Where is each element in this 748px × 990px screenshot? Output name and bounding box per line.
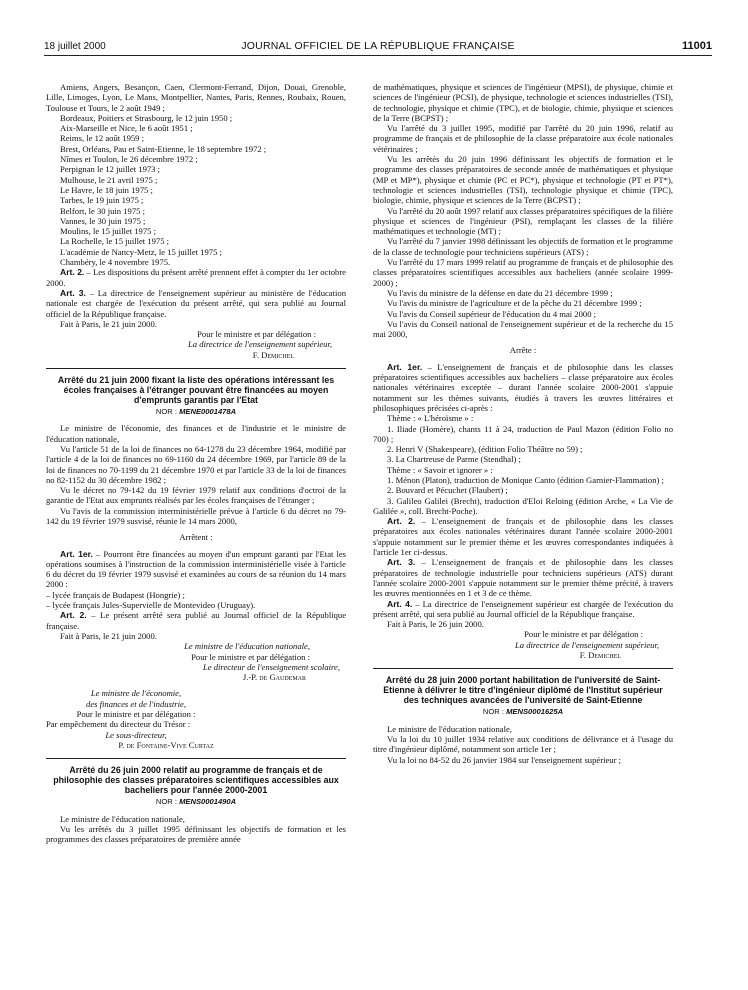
article-4-label: Art. 4. — [387, 598, 413, 609]
cities-list — [46, 113, 346, 267]
list-item: – lycée français de Budapest (Hongrie) ; — [46, 589, 185, 600]
nor-reference — [373, 707, 673, 717]
paragraph: Vu les arrêtés du 20 juin 1996 définissant les objectifs de formation et le programme des classes préparatoires de seconde année de mathématiques et physique (MP et MP*), physique et chimie (PC et PC*), physique et technologie (PT et PT*), technologie et sciences industrielles (TSI), technologie physique et chimie (TPC), biologie, chimie, physique et sciences de la Terre (BCPST) ; — [373, 154, 673, 206]
arrete-heading: Arrête : — [509, 345, 537, 356]
paragraph: Vu l'arrêté du 3 juillet 1995, modifié par l'arrêté du 20 juin 1996, relatif au programme de français et de philosophie de la classe préparatoire aux école nationales vétérinaires ; — [373, 123, 673, 154]
city-item: Tarbes, le 19 juin 1975 ; — [60, 195, 144, 206]
article-3-label: Art. 3. — [60, 287, 86, 298]
article-3 — [46, 288, 346, 319]
city-item: Chambéry, le 4 novembre 1975. — [60, 257, 171, 268]
left-column — [46, 82, 346, 844]
signatory-title: La directrice de l'enseignement supérieur, — [188, 339, 332, 350]
work-item: 1. Iliade (Homère), chants 11 à 24, traduction de Paul Mazon (édition Folio no 700) ; — [373, 423, 673, 444]
fait-date: Fait à Paris, le 21 juin 2000. — [60, 318, 157, 329]
paragraph: Vu le décret no 79-142 du 19 février 1979 relatif aux conditions d'octroi de la garantie de l'Etat aux emprunts réalisés par les écoles françaises de l'étranger ; — [46, 485, 346, 506]
delegation-line: Pour le ministre et par délégation : — [197, 329, 316, 340]
paragraph: Le ministre de l'économie, des finances et de l'industrie et le ministre de l'éducation nationale, — [46, 423, 346, 444]
signatory-title: Le directeur de l'enseignement scolaire, — [203, 661, 340, 672]
header-date: 18 juillet 2000 — [44, 41, 106, 52]
article-2-label: Art. 2. — [387, 516, 416, 527]
article-4-text: – La directrice de l'enseignement supérieur est chargée de l'exécution du présent arrêté, qui sera publié au Journal officiel de la République française. — [373, 598, 674, 619]
article-1 — [46, 549, 346, 590]
article-2 — [46, 267, 346, 288]
nor-code: MENS0001625A — [506, 707, 564, 717]
signature: F. Demichel — [252, 349, 294, 360]
signature: J.-P. de Gaudemar — [242, 672, 306, 683]
article-3-label: Art. 3. — [387, 557, 416, 568]
article-1-label: Art. 1er. — [387, 361, 423, 372]
article-3 — [373, 557, 673, 598]
city-item: Moulins, le 15 juillet 1975 ; — [60, 226, 156, 237]
signatory-title: des finances et de l'industrie, — [86, 698, 186, 709]
decree-title: Arrêté du 21 juin 2000 fixant la liste des opérations intéressant les écoles françaises à l'étranger pouvant être financées au moyen d'emprunts garantis par l'Etat — [57, 375, 335, 406]
article-2 — [46, 610, 346, 631]
work-item: 2. Henri V (Shakespeare), (édition Folio Théâtre no 59) ; — [387, 444, 583, 455]
paragraph: Vu l'arrêté du 17 mars 1999 relatif au programme de français et de philosophie des classes préparatoires scientifiques accessibles aux bacheliers (année scolaire 1999-2000) ; — [373, 257, 673, 288]
page-header — [44, 39, 712, 56]
paragraph: Vu l'avis du Conseil national de l'enseignement supérieur et de la recherche du 15 mai 2000, — [373, 318, 673, 340]
paragraph: Vu la loi no 84-52 du 26 janvier 1984 sur l'enseignement supérieur ; — [387, 754, 621, 765]
fait-date: Fait à Paris, le 26 juin 2000. — [387, 619, 484, 630]
city-item: Reims, le 12 août 1959 ; — [60, 133, 145, 144]
delegation-line: Par empêchement du directeur du Trésor : — [46, 719, 191, 730]
article-2-label: Art. 2. — [60, 610, 87, 621]
signatory-title: Le sous-directeur, — [105, 729, 167, 740]
signature: F. Demichel — [579, 650, 621, 661]
article-3-text: – La directrice de l'enseignement supérieur au ministère de l'éducation nationale est chargée de l'exécution du présent arrêté, qui sera publié au Journal officiel de la République française. — [46, 287, 346, 319]
page-number: 11001 — [682, 40, 712, 52]
work-item: 3. Galileo Galilei (Brecht), traduction d'Eloi Reloing (édition Arche, « La Vie de Galilée », coll. Brecht-Poche). — [373, 495, 673, 516]
work-item: 2. Bouvard et Pécuchet (Flaubert) ; — [387, 485, 508, 496]
paragraph: Vu l'arrêté du 20 août 1997 relatif aux classes préparatoires spécifiques de la filière physique et sciences de l'ingénieur (PSI), remplaçant les classes de la filière mathématiques et technologie (MT) ; — [373, 205, 673, 237]
decree-title: Arrêté du 28 juin 2000 portant habilitation de l'université de Saint-Etienne à délivrer le titre d'ingénieur diplômé de l'Institut supérieur des techniques avancées de l'université de Saint-Etienne — [383, 675, 663, 706]
work-item: 3. La Chartreuse de Parme (Stendhal) ; — [387, 454, 521, 465]
journal-title: JOURNAL OFFICIEL DE LA RÉPUBLIQUE FRANÇAISE — [241, 40, 515, 52]
nor-prefix: NOR : — [155, 407, 180, 417]
list-item: – lycée français Jules-Supervielle de Montevideo (Uruguay). — [46, 600, 256, 611]
signatory-title: La directrice de l'enseignement supérieur, — [515, 639, 659, 650]
city-item: La Rochelle, le 15 juillet 1975 ; — [60, 236, 170, 247]
paragraph: Vu l'avis de la commission interministérielle prévue à l'article 6 du décret no 79-142 du 19 février 1979 susvisé, réunie le 14 mars 2000, — [46, 505, 346, 526]
article-1-text: – Pourront être financées au moyen d'un emprunt garanti par l'Etat les opérations soumises à l'instruction de la commission interministérielle visée à l'article 6 du décret du 19 février 1979 susvisé et examinées au cours de sa réunion du 14 mars 2000 : — [46, 548, 346, 590]
city-item: Mulhouse, le 21 avril 1975 ; — [60, 174, 158, 185]
signatory-title: Le ministre de l'éducation nationale, — [184, 641, 310, 652]
delegation-line: Pour le ministre et par délégation : — [76, 709, 196, 720]
nor-prefix: NOR : — [155, 797, 180, 807]
article-1-label: Art. 1er. — [60, 548, 93, 559]
delegation-line: Pour le ministre et par délégation : — [524, 629, 643, 640]
paragraph: Vu l'avis du Conseil supérieur de l'éducation du 4 mai 2000 ; — [387, 308, 597, 319]
theme-heading: Thème : « L'héroïsme » : — [387, 413, 474, 424]
paragraph: Vu l'avis du ministre de l'agriculture et de la pêche du 21 décembre 1999 ; — [387, 298, 642, 309]
city-item: Bordeaux, Poitiers et Strasbourg, le 12 juin 1950 ; — [60, 112, 233, 123]
city-item: L'académie de Nancy-Metz, le 15 juillet 1975 ; — [60, 246, 222, 257]
paragraph: Vu l'avis du ministre de la défense en date du 21 décembre 1999 ; — [387, 287, 613, 298]
city-item: Belfort, le 30 juin 1975 ; — [60, 205, 145, 216]
city-item: Perpignan le 12 juillet 1973 ; — [60, 164, 161, 175]
decree-title: Arrêté du 26 juin 2000 relatif au programme de français et de philosophie des classes préparatoires scientifiques accessibles aux bacheliers pour l'année 2000-2001 — [53, 765, 339, 796]
paragraph: de mathématiques, physique et sciences de l'ingénieur (MPSI), de physique, chimie et sciences de l'ingénieur (PCSI), de physique, technologie et sciences industrielles (TSI), de technologie, physique et chimie (TPC), et de biologie, chimie, physique et sciences de la Terre (BCPST) ; — [373, 82, 673, 123]
signature: P. de Fontaine-Vive Curtaz — [118, 739, 214, 750]
section-divider — [46, 368, 346, 369]
section-divider — [46, 758, 346, 759]
article-1-text: – L'enseignement de français et de philosophie dans les classes préparatoires scientifiques accessibles aux bacheliers – classe préparatoire aux écoles nationales vétérinaires exceptée – durant l'année scolaire 2000-2001 s'appuie notamment sur les thèmes suivants, étudiés à travers les œuvres littéraires et philosophiques précisées ci-après : — [373, 361, 673, 413]
city-item: Brest, Orléans, Pau et Saint-Etienne, le 18 septembre 1972 ; — [60, 143, 267, 154]
nor-reference — [46, 797, 346, 807]
paragraph: Le ministre de l'éducation nationale, — [60, 813, 185, 824]
paragraph: Vu l'arrêté du 7 janvier 1998 définissant les objectifs de formation et le programme de la classe de technologie pour techniciens supérieurs (ATS) ; — [373, 236, 673, 257]
work-item: 1. Ménon (Platon), traduction de Monique Canto (édition Garnier-Flammation) ; — [387, 474, 664, 485]
article-2-text: – L'enseignement de français et de philosophie dans les classes préparatoires aux écoles nationales vétérinaires durant l'année scolaire 2000-2001 s'appuie notamment sur le premier thème et les œuvres correspondantes indiquées à l'article 1er ci-dessus. — [373, 516, 673, 558]
nor-reference — [46, 407, 346, 417]
article-2-label: Art. 2. — [60, 267, 85, 278]
theme-heading: Thème : « Savoir et ignorer » : — [387, 464, 493, 475]
city-item: Aix-Marseille et Nice, le 6 août 1951 ; — [60, 123, 193, 134]
article-2 — [373, 516, 673, 557]
nor-code: MENE0001478A — [179, 407, 237, 417]
paragraph: Vu les arrêtés du 3 juillet 1995 définissant les objectifs de formation et les programmes des classes préparatoires de première année — [46, 823, 346, 845]
article-2-text: – Le présent arrêté sera publié au Journal officiel de la République française. — [46, 610, 347, 631]
fait-date: Fait à Paris, le 21 juin 2000. — [60, 630, 157, 641]
paragraph: Le ministre de l'éducation nationale, — [387, 723, 512, 734]
paragraph: Vu la loi du 10 juillet 1934 relative aux conditions de délivrance et à l'usage du titre d'ingénieur diplômé, notamment son article 1er ; — [373, 733, 673, 755]
city-item: Nîmes et Toulon, le 26 décembre 1972 ; — [60, 154, 198, 165]
nor-prefix: NOR : — [482, 707, 507, 717]
article-1 — [373, 362, 673, 413]
delegation-line: Pour le ministre et par délégation : — [191, 651, 310, 662]
article-2-text: – Les dispositions du présent arrêté prennent effet à compter du 1er octobre 2000. — [46, 267, 346, 288]
city-item: Vannes, le 30 juin 1975 ; — [60, 215, 146, 226]
arretent-heading: Arrêtent : — [179, 532, 213, 543]
section-divider — [373, 668, 673, 669]
paragraph: Vu l'article 51 de la loi de finances no 64-1278 du 23 décembre 1964, modifié par l'article 4 de la loi de finances no 69-1160 du 24 décembre 1969, par l'article 89 de la loi de finances no 70-1199 du 21 décembre 1970 et par l'article 33 de la loi de finances no 82-1152 du 30 décembre 1982 ; — [46, 443, 346, 485]
article-3-text: – L'enseignement de français et de philosophie dans les classes préparatoires de technologie industrielle pour techniciens supérieurs (ATS) durant l'année scolaire 2000-2001 s'appuie notamment sur le premier thème précité, à travers les œuvres mentionnées en 1 et 3 de ce thème. — [373, 557, 673, 599]
right-column — [373, 82, 673, 765]
cities-intro: Amiens, Angers, Besançon, Caen, Clermont-Ferrand, Dijon, Douai, Grenoble, Lille, Limoges, Lyon, Le Mans, Montpellier, Nantes, Paris, Rennes, Roubaix, Rouen, Toulouse et Tours, le 2 août 1949 ; — [46, 82, 346, 113]
article-4 — [373, 599, 673, 620]
nor-code: MENS0001490A — [179, 797, 237, 807]
signatory-title: Le ministre de l'économie, — [90, 688, 182, 699]
city-item: Le Havre, le 18 juin 1975 ; — [60, 184, 153, 195]
